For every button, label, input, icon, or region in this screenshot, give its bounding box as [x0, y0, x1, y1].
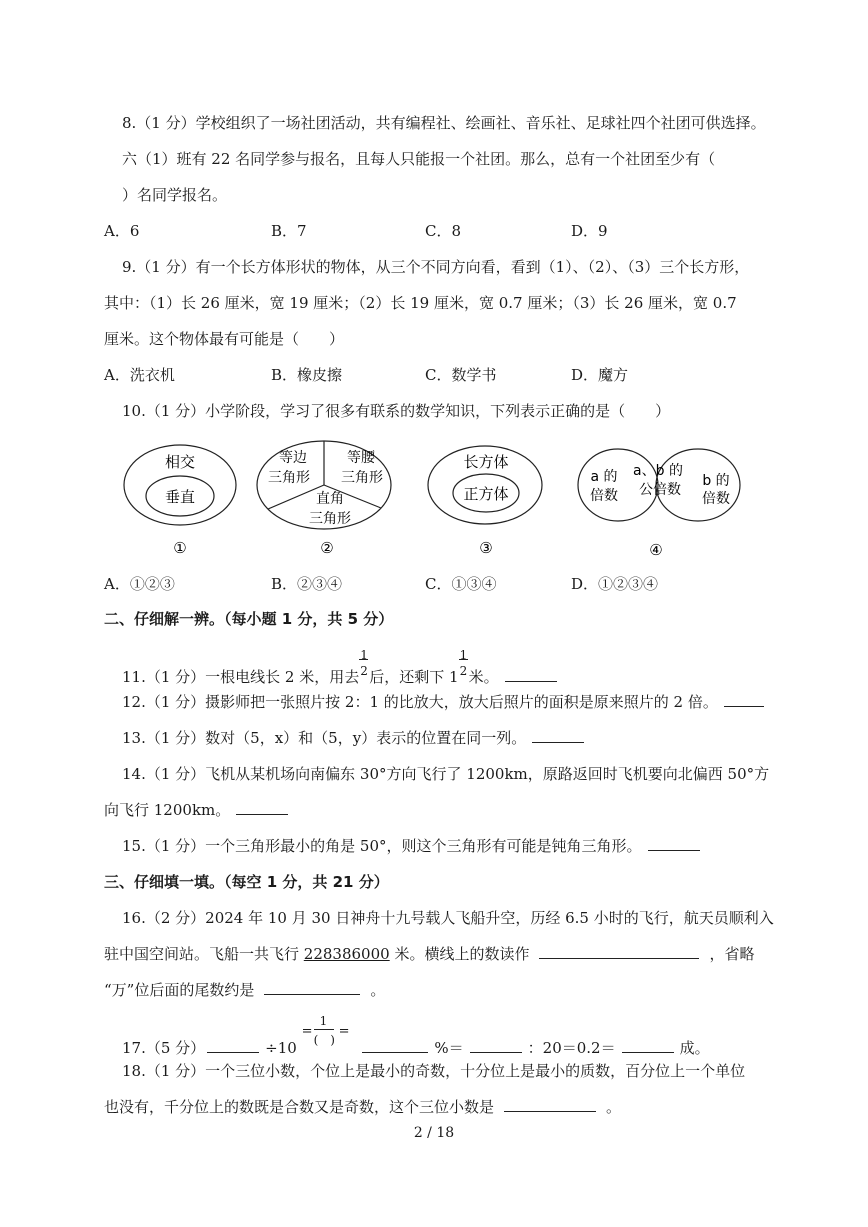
q12 [122, 692, 770, 712]
q11 [122, 648, 563, 687]
q13-text: 13.（1 分）数对（5，x）和（5，y）表示的位置在同一列。 [122, 729, 527, 747]
page-number: 2 / 18 [413, 1125, 455, 1141]
q8-line3: ）名同学报名。 [122, 186, 228, 204]
diagram-4 [578, 449, 740, 559]
section-2-heading: 二、仔细解一辨。（每小题 1 分，共 5 分） [104, 610, 394, 628]
diagram-1-inner-label: 垂直 [164, 488, 196, 506]
diagram-1-number: ① [173, 539, 187, 557]
q15-text: 15.（1 分）一个三角形最小的角是 50°，则这个三角形有可能是钝角三角形。 [122, 837, 642, 855]
diagram-2-b1: 等腰 [347, 450, 375, 466]
diagram-2-a1: 等边 [279, 450, 307, 466]
q14-answer-blank[interactable] [236, 800, 288, 815]
diagram-2-c1: 直角 [316, 491, 344, 507]
diagram-4-left-2: 倍数 [590, 488, 618, 504]
q9-option-b: B．橡皮擦 [271, 366, 343, 384]
q10-line1: 10.（1 分）小学阶段，学习了很多有联系的数学知识，下列表示正确的是（ ） [122, 402, 671, 420]
diagram-4-number: ④ [649, 541, 663, 559]
q15 [122, 836, 706, 856]
q9-option-a: A．洗衣机 [104, 366, 175, 384]
q8-option-a: A．6 [104, 222, 140, 240]
q16-text-a: 驻中国空间站。飞船一共飞行 [104, 945, 304, 963]
q8-option-c: C．8 [425, 222, 462, 240]
diagram-4-mid-2: 公倍数 [639, 482, 681, 498]
q11-text-c: 米。 [468, 668, 499, 686]
q17-percent: %＝ [434, 1039, 464, 1057]
q17-label: 17.（5 分） [122, 1039, 206, 1057]
q9-line3: 厘米。这个物体最有可能是（ ） [104, 330, 345, 348]
q16-text-e: 。 [370, 981, 386, 999]
diagram-3-inner-label: 正方体 [463, 485, 509, 503]
diagram-4-left-1: a 的 [590, 469, 618, 485]
q10-option-b: B．②③④ [271, 575, 343, 593]
diagram-2-number: ② [320, 539, 334, 557]
q18-answer-blank[interactable] [504, 1097, 596, 1112]
diagram-4-mid-1: a、b 的 [633, 463, 683, 479]
diagram-2 [257, 441, 391, 557]
q12-answer-blank[interactable] [724, 692, 764, 707]
diagram-1 [124, 445, 236, 557]
q9-option-c: C．数学书 [425, 366, 497, 384]
q14-line2 [104, 800, 294, 820]
q14-line1: 14.（1 分）飞机从某机场向南偏东 30°方向飞行了 1200km，原路返回时飞机要向北偏西 50°方 [122, 765, 770, 783]
q12-text: 12.（1 分）摄影师把一张照片按 2：1 的比放大，放大后照片的面积是原来照片的 2 倍。 [122, 693, 718, 711]
q17-blank-3[interactable] [470, 1038, 522, 1053]
q10-option-a: A．①②③ [104, 575, 175, 593]
q17 [122, 1014, 710, 1058]
q17-div: ÷10 [265, 1039, 297, 1057]
section-3-heading: 三、仔细填一填。（每空 1 分，共 21 分） [104, 873, 389, 891]
q17-fraction: = 1 ( ) = [301, 1014, 350, 1047]
q16-line1: 16.（2 分）2024 年 10 月 30 日神舟十九号载人飞船升空，历经 6.5 小时的飞行，航天员顺利入 [122, 909, 774, 927]
q18-line2 [104, 1097, 621, 1117]
q17-blank-1[interactable] [207, 1038, 259, 1053]
q10-diagrams [0, 430, 868, 565]
q11-text-a: 11.（1 分）一根电线长 2 米，用去 [122, 668, 360, 686]
q11-answer-blank[interactable] [505, 667, 557, 682]
q16-approx-blank[interactable] [264, 980, 360, 995]
diagram-3-number: ③ [479, 539, 493, 557]
q16-underlined-number: 228386000 [303, 945, 390, 963]
diagram-1-outer-label: 相交 [164, 453, 196, 471]
q11-text-b: 后，还剩下 1 [369, 668, 459, 686]
q16-line3 [104, 980, 385, 1000]
q17-ratio: ：20＝0.2＝ [527, 1039, 616, 1057]
q18-text: 也没有，千分位上的数既是合数又是奇数，这个三位小数是 [104, 1098, 495, 1116]
diagram-3 [428, 446, 542, 557]
q8-option-b: B．7 [271, 222, 307, 240]
q17-cheng: 成。 [679, 1039, 710, 1057]
q10-option-c: C．①③④ [425, 575, 497, 593]
q17-blank-2[interactable] [362, 1038, 428, 1053]
q18-period: 。 [606, 1098, 622, 1116]
q16-reading-blank[interactable] [539, 944, 699, 959]
q8-option-d: D．9 [571, 222, 608, 240]
q14-text: 向飞行 1200km。 [104, 801, 231, 819]
q16-text-d: “万”位后面的尾数约是 [104, 981, 255, 999]
q17-blank-4[interactable] [622, 1038, 674, 1053]
q13-answer-blank[interactable] [532, 728, 584, 743]
q9-line2: 其中：（1）长 26 厘米，宽 19 厘米；（2）长 19 厘米，宽 0.7 厘米；（3）长 26 厘米，宽 0.7 [104, 294, 737, 312]
diagram-2-c2: 三角形 [309, 511, 351, 527]
diagram-3-outer-label: 长方体 [463, 453, 509, 471]
q16-line2 [104, 944, 754, 964]
q9-line1: 9.（1 分）有一个长方体形状的物体，从三个不同方向看，看到（1）、（2）、（3）三个长方形， [122, 258, 750, 276]
q11-fraction-1: $\frac{1}{2}$ [360, 648, 368, 678]
q9-option-d: D．魔方 [571, 366, 629, 384]
diagram-2-b2: 三角形 [341, 470, 383, 486]
diagram-4-right-1: b 的 [702, 473, 730, 489]
q18-line1: 18.（1 分）一个三位小数，个位上是最小的奇数，十分位上是最小的质数，百分位上一个单位 [122, 1062, 746, 1080]
q8-line2: 六（1）班有 22 名同学参与报名，且每人只能报一个社团。那么，总有一个社团至少有（ [122, 150, 716, 168]
diagram-2-a2: 三角形 [268, 470, 310, 486]
q13 [122, 728, 590, 748]
q16-text-c: ，省略 [709, 945, 755, 963]
q10-option-d: D．①②③④ [571, 575, 659, 593]
q16-text-b: 米。横线上的数读作 [389, 945, 530, 963]
diagram-4-right-2: 倍数 [702, 491, 730, 507]
q11-fraction-2: $\frac{1}{2}$ [459, 648, 468, 678]
q15-answer-blank[interactable] [648, 836, 700, 851]
q8-line1: 8.（1 分）学校组织了一场社团活动，共有编程社、绘画社、音乐社、足球社四个社团可供选择。 [122, 114, 766, 132]
